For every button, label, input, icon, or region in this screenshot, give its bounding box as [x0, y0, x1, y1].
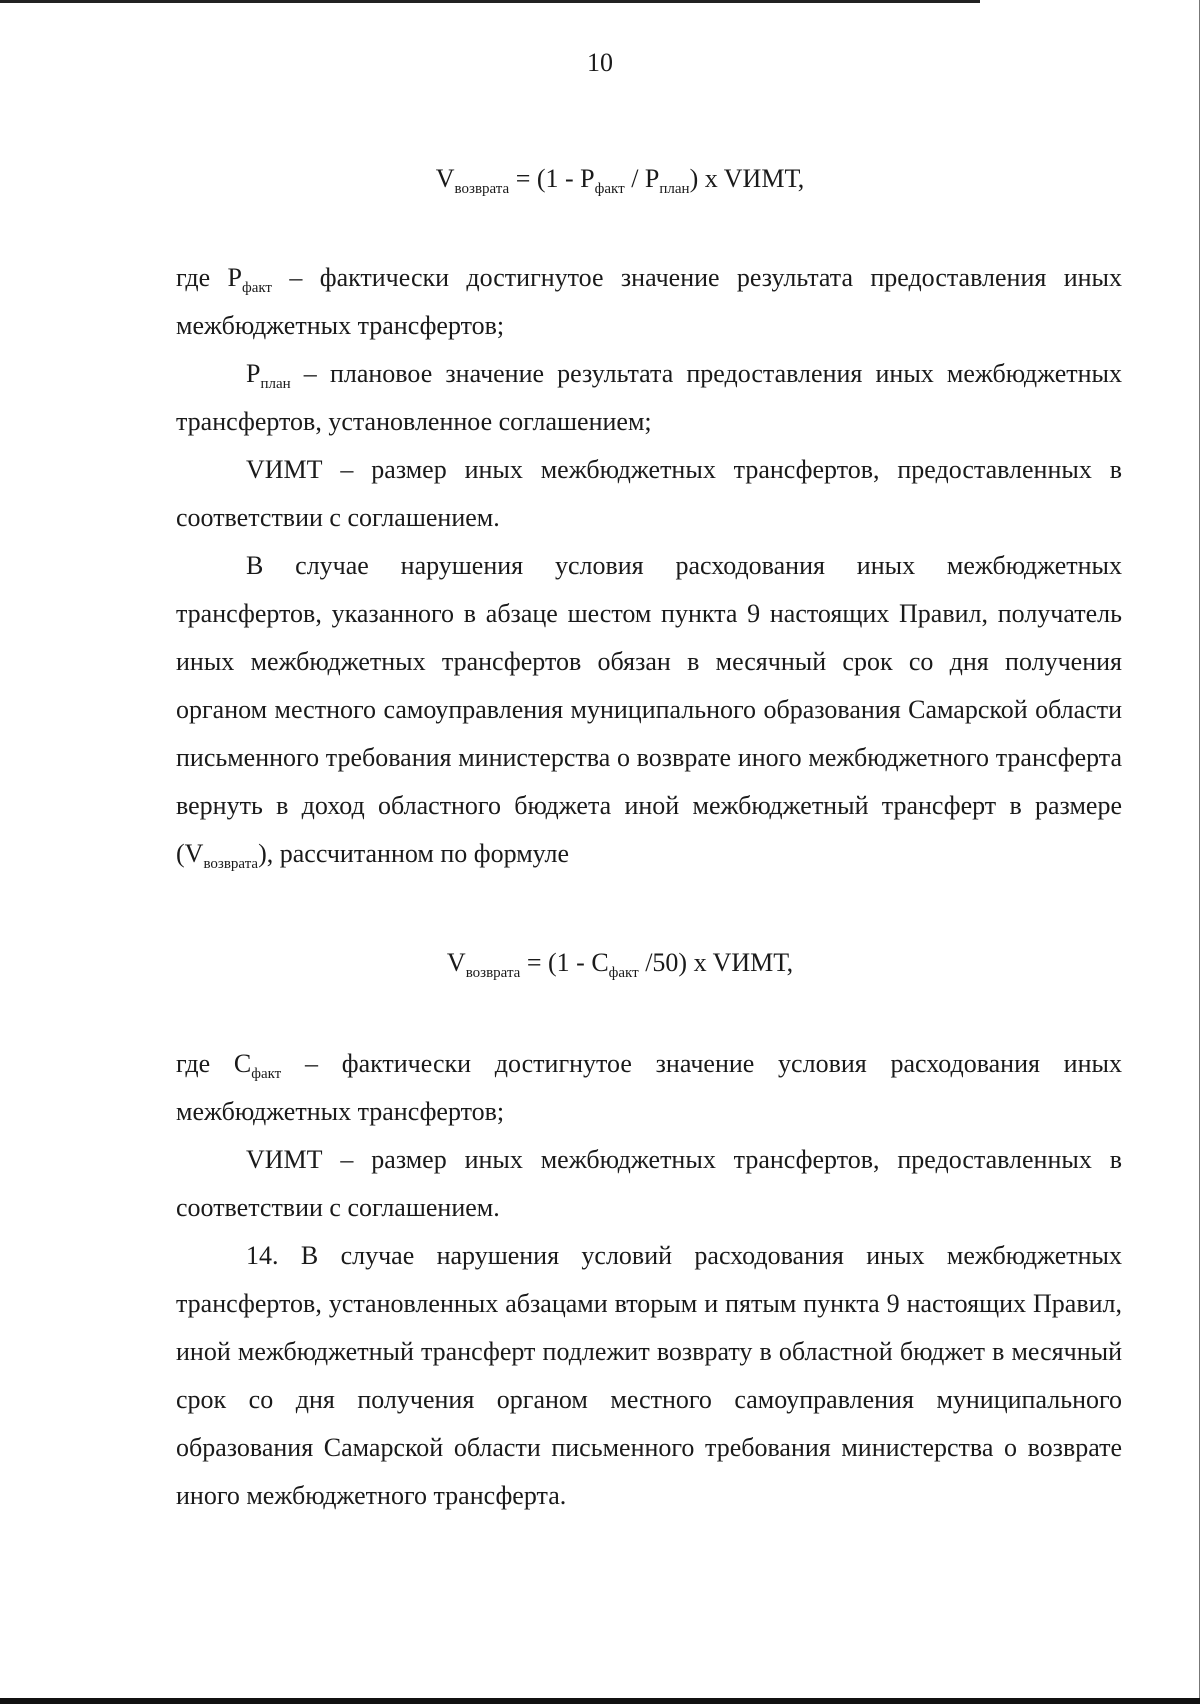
definitions-block-2	[176, 1040, 1122, 1520]
definitions-block-1	[176, 254, 1122, 878]
bottom-edge-rule	[0, 1698, 1200, 1704]
page-number: 10	[587, 48, 613, 77]
paragraph-violation-condition: В случае нарушения условия расходования иных межбюджетных трансфертов, указанного в абзаце шестом пункта 9 настоящих Правил, получатель иных межбюджетных трансфертов обязан в месячный срок со дня получения органом местного самоуправления муниципального образования Самарской области письменного требования министерства о возврате иного межбюджетного трансферта вернуть в доход областного бюджета иной межбюджетный трансферт в размере $(V_{возврата})$, рассчитанном по формуле	[176, 551, 1122, 872]
formula-return-by-result: $V_{возврата} = (1 - P_{факт} / P_{план})$ x VИМТ,	[435, 164, 805, 197]
definition-c-fakt: где $C_{факт}$ – фактически достигнутое значение условия расходования иных межбюджетных трансфертов;	[176, 1049, 1122, 1126]
formula-return-by-condition: $V_{возврата} = (1 - C_{факт}$ /50) x VИМТ,	[446, 948, 794, 981]
top-edge-rule	[0, 0, 980, 3]
definition-p-fakt: где $P_{факт}$ – фактически достигнутое значение результата предоставления иных межбюджетных трансфертов;	[176, 263, 1122, 340]
definition-v-imt: VИМТ – размер иных межбюджетных трансфертов, предоставленных в соответствии с соглашением.	[176, 455, 1122, 532]
definition-v-imt-2: VИМТ – размер иных межбюджетных трансфертов, предоставленных в соответствии с соглашением.	[176, 1145, 1122, 1222]
paragraph-item-14: 14. В случае нарушения условий расходования иных межбюджетных трансфертов, установленных абзацами вторым и пятым пункта 9 настоящих Правил, иной межбюджетный трансферт подлежит возврату в областной бюджет в месячный срок со дня получения органом местного самоуправления муниципального образования Самарской области письменного требования министерства о возврате иного межбюджетного трансферта.	[176, 1241, 1122, 1510]
definition-p-plan: $P_{план}$ – плановое значение результата предоставления иных межбюджетных трансфертов, установленное соглашением;	[176, 359, 1122, 436]
